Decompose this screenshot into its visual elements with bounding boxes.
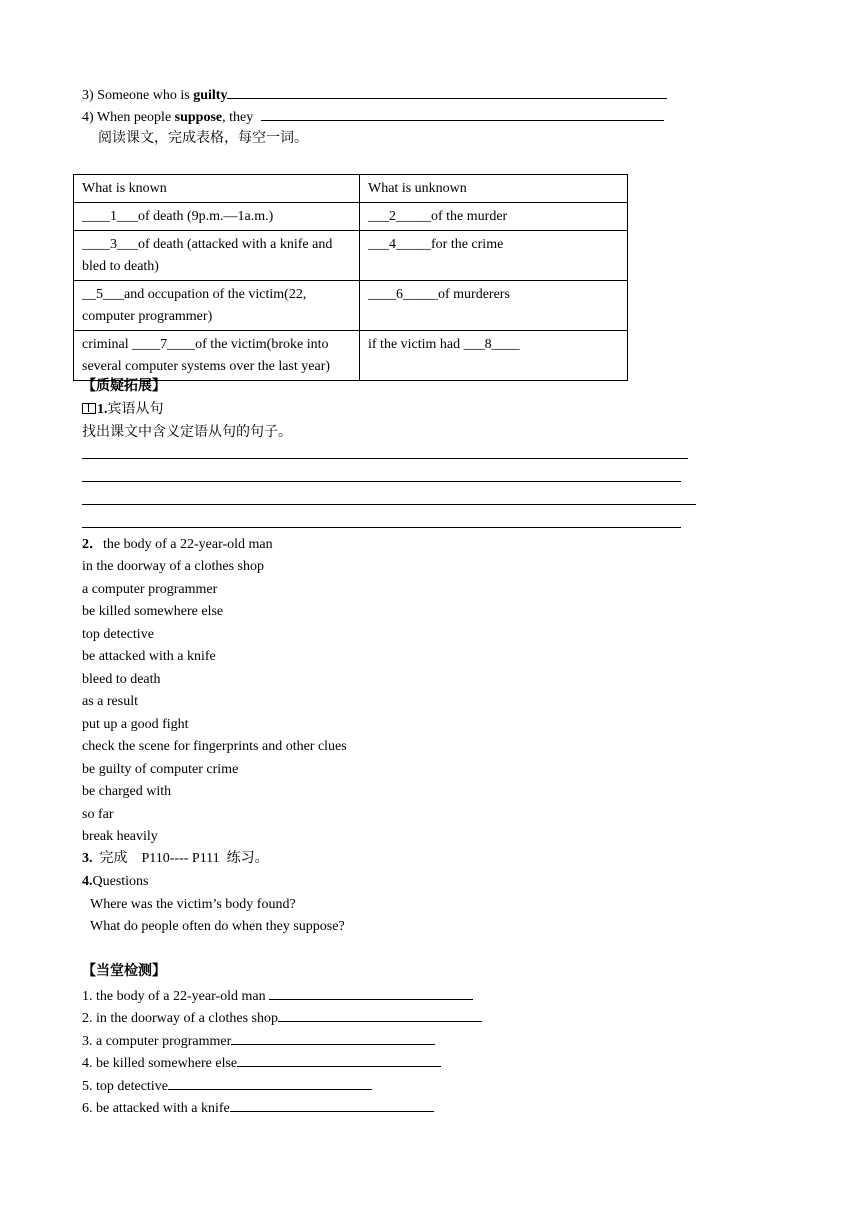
test-item-text: 4. be killed somewhere else bbox=[82, 1056, 238, 1071]
item-1-instruction: 找出课文中含义定语从句的句子。 bbox=[82, 425, 292, 440]
question-4-keyword: suppose bbox=[174, 110, 223, 125]
table-row bbox=[74, 203, 628, 231]
answer-blank[interactable] bbox=[227, 85, 667, 99]
test-item bbox=[82, 986, 473, 1006]
question: Where was the victim’s body found? bbox=[90, 897, 296, 912]
section-heading-test: 【当堂检测】 bbox=[82, 964, 166, 979]
answer-blank[interactable] bbox=[168, 1076, 372, 1090]
table-cell: ____3___of death (attacked with a knife and bled to death) bbox=[74, 231, 360, 281]
table-cell: ____6_____of murderers bbox=[360, 281, 628, 331]
instruction: 阅读课文，完成表格，每空一词。 bbox=[98, 131, 308, 146]
test-item bbox=[82, 1076, 372, 1096]
item-3-number: 3. bbox=[82, 851, 93, 866]
answer-line[interactable] bbox=[82, 458, 688, 459]
book-icon bbox=[82, 403, 96, 414]
test-item bbox=[82, 1008, 482, 1028]
item-2-number: 2． bbox=[82, 537, 103, 552]
answer-blank[interactable] bbox=[269, 986, 473, 1000]
table-cell: ___2_____of the murder bbox=[360, 203, 628, 231]
question: What do people often do when they suppose? bbox=[90, 919, 345, 934]
phrase: the body of a 22-year-old man bbox=[103, 537, 273, 552]
table-cell: ___4_____for the crime bbox=[360, 231, 628, 281]
table-header: What is unknown bbox=[360, 175, 628, 203]
question-3 bbox=[82, 85, 667, 105]
answer-blank[interactable] bbox=[261, 107, 664, 121]
item-1-title: 宾语从句 bbox=[107, 402, 164, 417]
test-item-text: 6. be attacked with a knife bbox=[82, 1101, 230, 1116]
phrase: a computer programmer bbox=[82, 582, 218, 597]
table-cell: if the victim had ___8____ bbox=[360, 331, 628, 381]
table-cell: criminal ____7____of the victim(broke into several computer systems over the last year) bbox=[74, 331, 360, 381]
question-4-suffix: , they bbox=[222, 110, 257, 125]
table-row bbox=[74, 281, 628, 331]
item-4 bbox=[82, 873, 149, 891]
test-item-text: 5. top detective bbox=[82, 1079, 168, 1094]
question-4 bbox=[82, 107, 664, 127]
answer-line[interactable] bbox=[82, 527, 681, 528]
phrase: be killed somewhere else bbox=[82, 604, 224, 619]
phrase: put up a good fight bbox=[82, 717, 189, 732]
phrase: in the doorway of a clothes shop bbox=[82, 559, 264, 574]
test-item-text: 3. a computer programmer bbox=[82, 1034, 232, 1049]
test-item-text: 1. the body of a 22-year-old man bbox=[82, 989, 270, 1004]
answer-blank[interactable] bbox=[278, 1008, 482, 1022]
table-header-row bbox=[74, 175, 628, 203]
table-row bbox=[74, 231, 628, 281]
item-2 bbox=[82, 536, 273, 554]
phrase: be charged with bbox=[82, 784, 172, 799]
answer-blank[interactable] bbox=[230, 1098, 434, 1112]
answer-line[interactable] bbox=[82, 504, 696, 505]
table-cell: __5___and occupation of the victim(22, computer programmer) bbox=[74, 281, 360, 331]
test-item bbox=[82, 1031, 435, 1051]
question-4-prefix: 4) When people bbox=[82, 110, 175, 125]
phrase: as a result bbox=[82, 694, 138, 709]
item-1 bbox=[82, 401, 164, 419]
item-4-number: 4. bbox=[82, 874, 93, 889]
table-row bbox=[74, 331, 628, 381]
phrase: bleed to death bbox=[82, 672, 161, 687]
item-1-number: 1. bbox=[97, 402, 108, 417]
phrase: check the scene for fingerprints and other clues bbox=[82, 739, 347, 754]
item-3 bbox=[82, 850, 269, 868]
phrase: break heavily bbox=[82, 829, 158, 844]
table-cell: ____1___of death (9p.m.—1a.m.) bbox=[74, 203, 360, 231]
test-item bbox=[82, 1053, 441, 1073]
question-3-prefix: 3) Someone who is bbox=[82, 88, 194, 103]
answer-blank[interactable] bbox=[237, 1053, 441, 1067]
phrase: be attacked with a knife bbox=[82, 649, 216, 664]
table-header: What is known bbox=[74, 175, 360, 203]
section-heading-expand: 【质疑拓展】 bbox=[82, 379, 166, 394]
item-3-text: 完成 P110---- P111 练习。 bbox=[92, 851, 269, 866]
phrase: be guilty of computer crime bbox=[82, 762, 239, 777]
answer-blank[interactable] bbox=[231, 1031, 435, 1045]
question-3-keyword: guilty bbox=[193, 88, 228, 103]
test-item bbox=[82, 1098, 434, 1118]
phrase: so far bbox=[82, 807, 114, 822]
answer-line[interactable] bbox=[82, 481, 681, 482]
test-item-text: 2. in the doorway of a clothes shop bbox=[82, 1011, 278, 1026]
known-unknown-table bbox=[73, 174, 628, 381]
item-4-text: Questions bbox=[92, 874, 149, 889]
phrase: top detective bbox=[82, 627, 154, 642]
